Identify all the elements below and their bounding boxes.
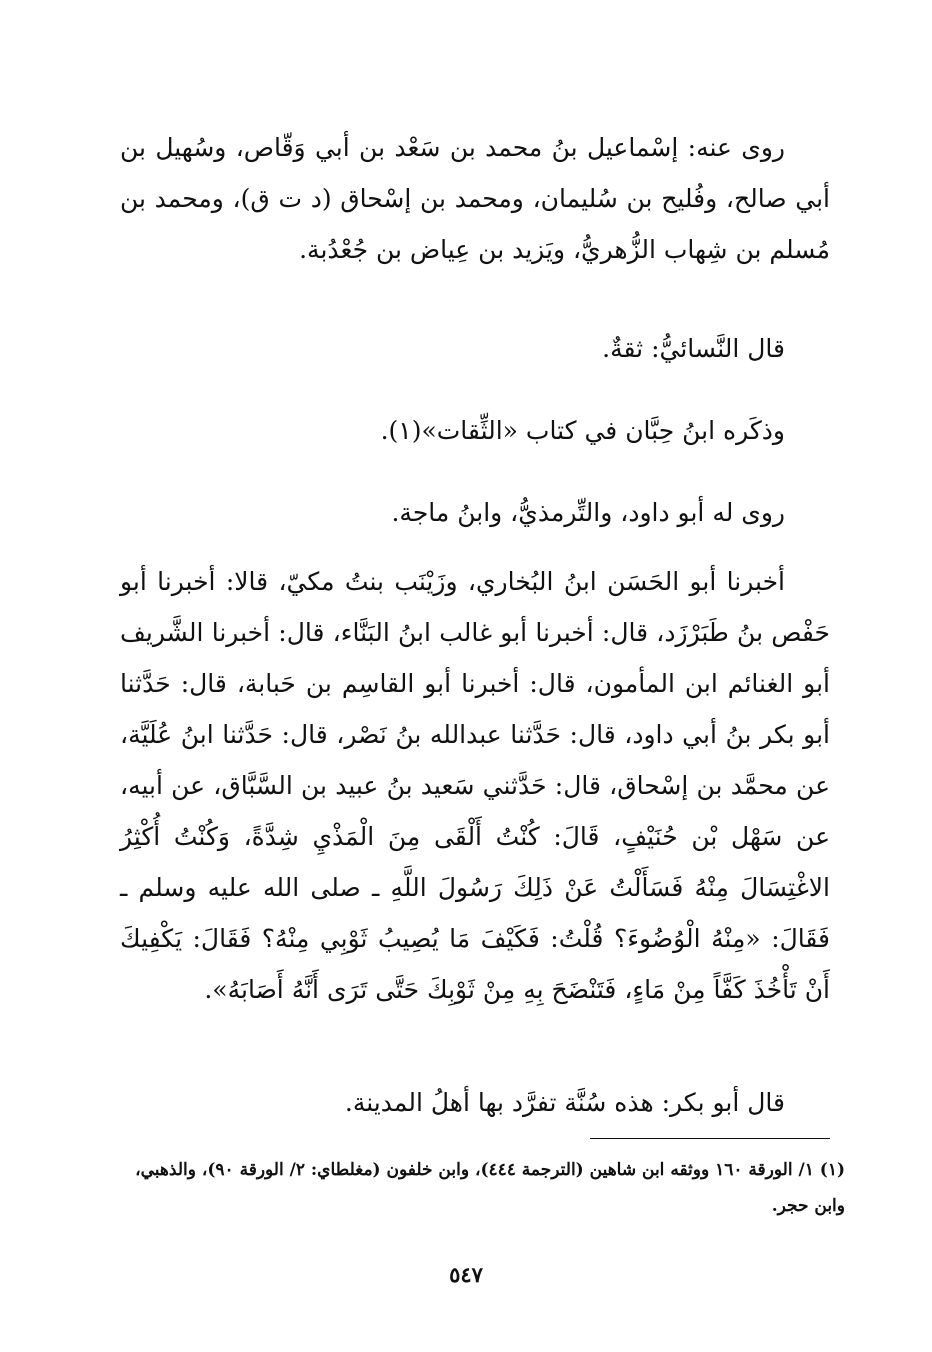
paragraph-ibn-hibban: وذكَره ابنُ حِبَّان في كتاب «الثِّقات»(١). [380,416,785,445]
paragraph-abu-bakr: قال أبو بكر: هذه سُنَّة تفرَّد بها أهلُ المدينة. [344,1088,785,1117]
paragraph-nasai: قال النَّسائيُّ: ثقةٌ. [602,334,785,363]
paragraph-narrators: روى عنه: إسْماعيل بنُ محمد بن سَعْد بن أبي وَقّاص، وسُهيل بن أبي صالح، وفُليح بن سُليمان، ومحمد بن إسْحاق (د ت ق)، ومحمد بن مُسلم بن شِهاب الزُّهريُّ، ويَزيد بن عِياض بن جُعْدُبة. [120,133,830,264]
paragraph-narrated-by: روى له أبو داود، والتِّرمذيُّ، وابنُ ماجة. [391,498,785,527]
footnote-divider [590,1138,830,1139]
page-number: ٥٤٧ [449,1262,483,1287]
paragraph-hadith: أخبرنا أبو الحَسَن ابنُ البُخاري، وزَيْنَب بنتُ مكيّ، قالا: أخبرنا أبو حَفْص بنُ طَبَرْزَد، قال: أخبرنا أبو غالب ابنُ البَنَّاء، قال: أخبرنا الشَّريف أبو الغنائم ابن المأمون، قال: أخبرنا أبو القاسِم بن حَبابة، قال: حَدَّثنا أبو بكر بنُ أبي داود، قال: حَدَّثنا عبدالله بنُ نَصْر، قال: حَدَّثنا ابنُ عُلَيَّة، عن محمَّد بن إسْحاق، قال: حَدَّثني سَعيد بنُ عبيد بن السَّبَّاق، عن أبيه، عن سَهْل بْن حُنَيْفٍ، قَالَ: كُنْتُ أَلْقَى مِنَ الْمَذْيِ شِدَّةً، وَكُنْتُ أُكْثِرُ الاغْتِسَالَ مِنْهُ فَسَأَلْتُ عَنْ ذَلِكَ رَسُولَ اللَّهِ ـ صلى الله عليه وسلم ـ فَقَالَ: «مِنْهُ الْوُضُوءَ؟ قُلْتُ: فَكَيْفَ مَا يُصِيبُ ثَوْبِي مِنْهُ؟ فَقَالَ: يَكْفِيكَ أَنْ تَأْخُذَ كَفَّاً مِنْ مَاءٍ، فَتَنْضَحَ بِهِ مِنْ ثَوْبِكَ حَتَّى تَرَى أَنَّهُ أَصَابَهُ». [120,567,830,1004]
footnote: (١) ١/ الورقة ١٦٠ ووثقه ابن شاهين (الترجمة ٤٤٤)، وابن خلفون (مغلطاي: ٢/ الورقة ٩٠)، والذهبي، وابن حجر. [135,1160,845,1216]
